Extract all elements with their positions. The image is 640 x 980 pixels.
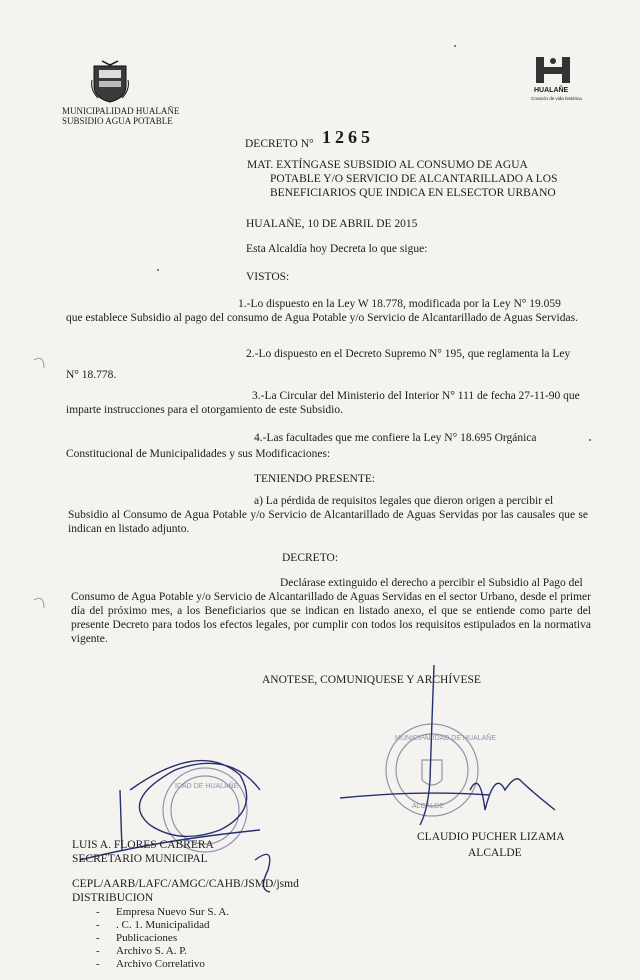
intro-line: Esta Alcaldía hoy Decreta lo que sigue: — [246, 243, 428, 255]
secretary-name: LUIS A. FLORES CABRERA — [72, 839, 214, 851]
list-bullet: - — [96, 958, 100, 970]
visto-1-first-line: 1.-Lo dispuesto en la Ley W 18.778, modificada por la Ley N° 19.059 — [238, 298, 561, 310]
decreto-number: 1265 — [322, 127, 374, 147]
visto-2-continuation: N° 18.778. — [66, 369, 117, 381]
visto-3-first-line: 3.-La Circular del Ministerio del Interior N° 111 de fecha 27-11-90 que — [252, 390, 580, 402]
vistos-heading: VISTOS: — [246, 271, 290, 283]
secretary-title: SECRETARIO MUNICIPAL — [72, 853, 208, 865]
list-bullet: - — [96, 919, 100, 931]
list-item-text: Publicaciones — [116, 932, 178, 944]
municipality-department: SUBSIDIO AGUA POTABLE — [62, 116, 173, 126]
initials-reference: CEPL/AARB/LAFC/AMGC/CAHB/JSMD/jsmd — [72, 878, 299, 890]
visto-4-continuation: Constitucional de Municipalidades y sus Modificaciones: — [66, 448, 331, 460]
list-item-text: . C. 1. Municipalidad — [116, 919, 210, 931]
list-item-text: Archivo S. A. P. — [116, 945, 187, 957]
list-bullet: - — [96, 906, 100, 918]
visto-1-continuation: que establece Subsidio al pago del consumo de Agua Potable y/o Servicio de Alcantarillado de Aguas Servidas. — [66, 312, 578, 324]
right-logo-tagline: Corazón de vida histórica — [531, 96, 582, 101]
right-stamp-bottom-text: ALCALDE — [412, 803, 444, 810]
mayor-signature — [340, 665, 555, 825]
right-official-stamp — [386, 724, 496, 816]
visto-4-first-line: 4.-Las facultades que me confiere la Ley N° 18.695 Orgánica — [254, 432, 537, 444]
visto-3-continuation: imparte instrucciones para el otorgamiento de este Subsidio. — [66, 404, 343, 416]
list-bullet: - — [96, 945, 100, 957]
mayor-title: ALCALDE — [468, 847, 522, 859]
decreto-body-first-line: Declárase extinguido el derecho a percibir el Subsidio al Pago del — [280, 577, 583, 589]
materia-line-1: MAT. EXTÍNGASE SUBSIDIO AL CONSUMO DE AGUA — [247, 159, 528, 171]
municipality-name: MUNICIPALIDAD HUALAÑE — [62, 106, 180, 116]
teniendo-a-first-line: a) La pérdida de requisitos legales que dieron origen a percibir el — [254, 495, 554, 507]
materia-line-2: POTABLE Y/O SERVICIO DE ALCANTARILLADO A LOS — [270, 173, 558, 185]
list-item-text: Empresa Nuevo Sur S. A. — [116, 906, 230, 918]
materia-line-3: BENEFICIARIOS QUE INDICA EN ELSECTOR URBANO — [270, 187, 556, 199]
teniendo-a-continuation: Subsidio al Consumo de Agua Potable y/o Servicio de Alcantarillado de Aguas Servidas por las causales que se indican en listado adjunto. — [68, 509, 588, 535]
document-date: HUALAÑE, 10 DE ABRIL DE 2015 — [246, 218, 418, 230]
closing-formula: ANOTESE, COMUNIQUESE Y ARCHÍVESE — [262, 674, 481, 686]
decreto-body-continuation: Consumo de Agua Potable y/o Servicio de Alcantarillado de Aguas Servidas en el sector Urbano, desde el primer día del próximo mes, a los Beneficiarios que se indican en listado anexo, el que se entiende como parte del presente Decreto para todos los efectos legales, por cumplir con todos los requisitos estipulados en la normativa vigente. — [71, 591, 591, 645]
list-bullet: - — [96, 932, 100, 944]
list-item-text: Archivo Correlativo — [116, 958, 205, 970]
right-stamp-text: MUNICIPALIDAD DE HUALAÑE — [395, 735, 497, 742]
decreto-label: DECRETO N° — [245, 138, 314, 150]
visto-2-first-line: 2.-Lo dispuesto en el Decreto Supremo N° 195, que reglamenta la Ley — [246, 348, 571, 360]
distribucion-heading: DISTRIBUCION — [72, 892, 154, 904]
right-logo-title: HUALAÑE — [534, 87, 569, 94]
mayor-name: CLAUDIO PUCHER LIZAMA — [417, 831, 565, 843]
decreto-heading: DECRETO: — [282, 552, 339, 564]
left-stamp-text: IDAD DE HUALAÑE — [175, 783, 239, 790]
teniendo-heading: TENIENDO PRESENTE: — [254, 473, 376, 485]
